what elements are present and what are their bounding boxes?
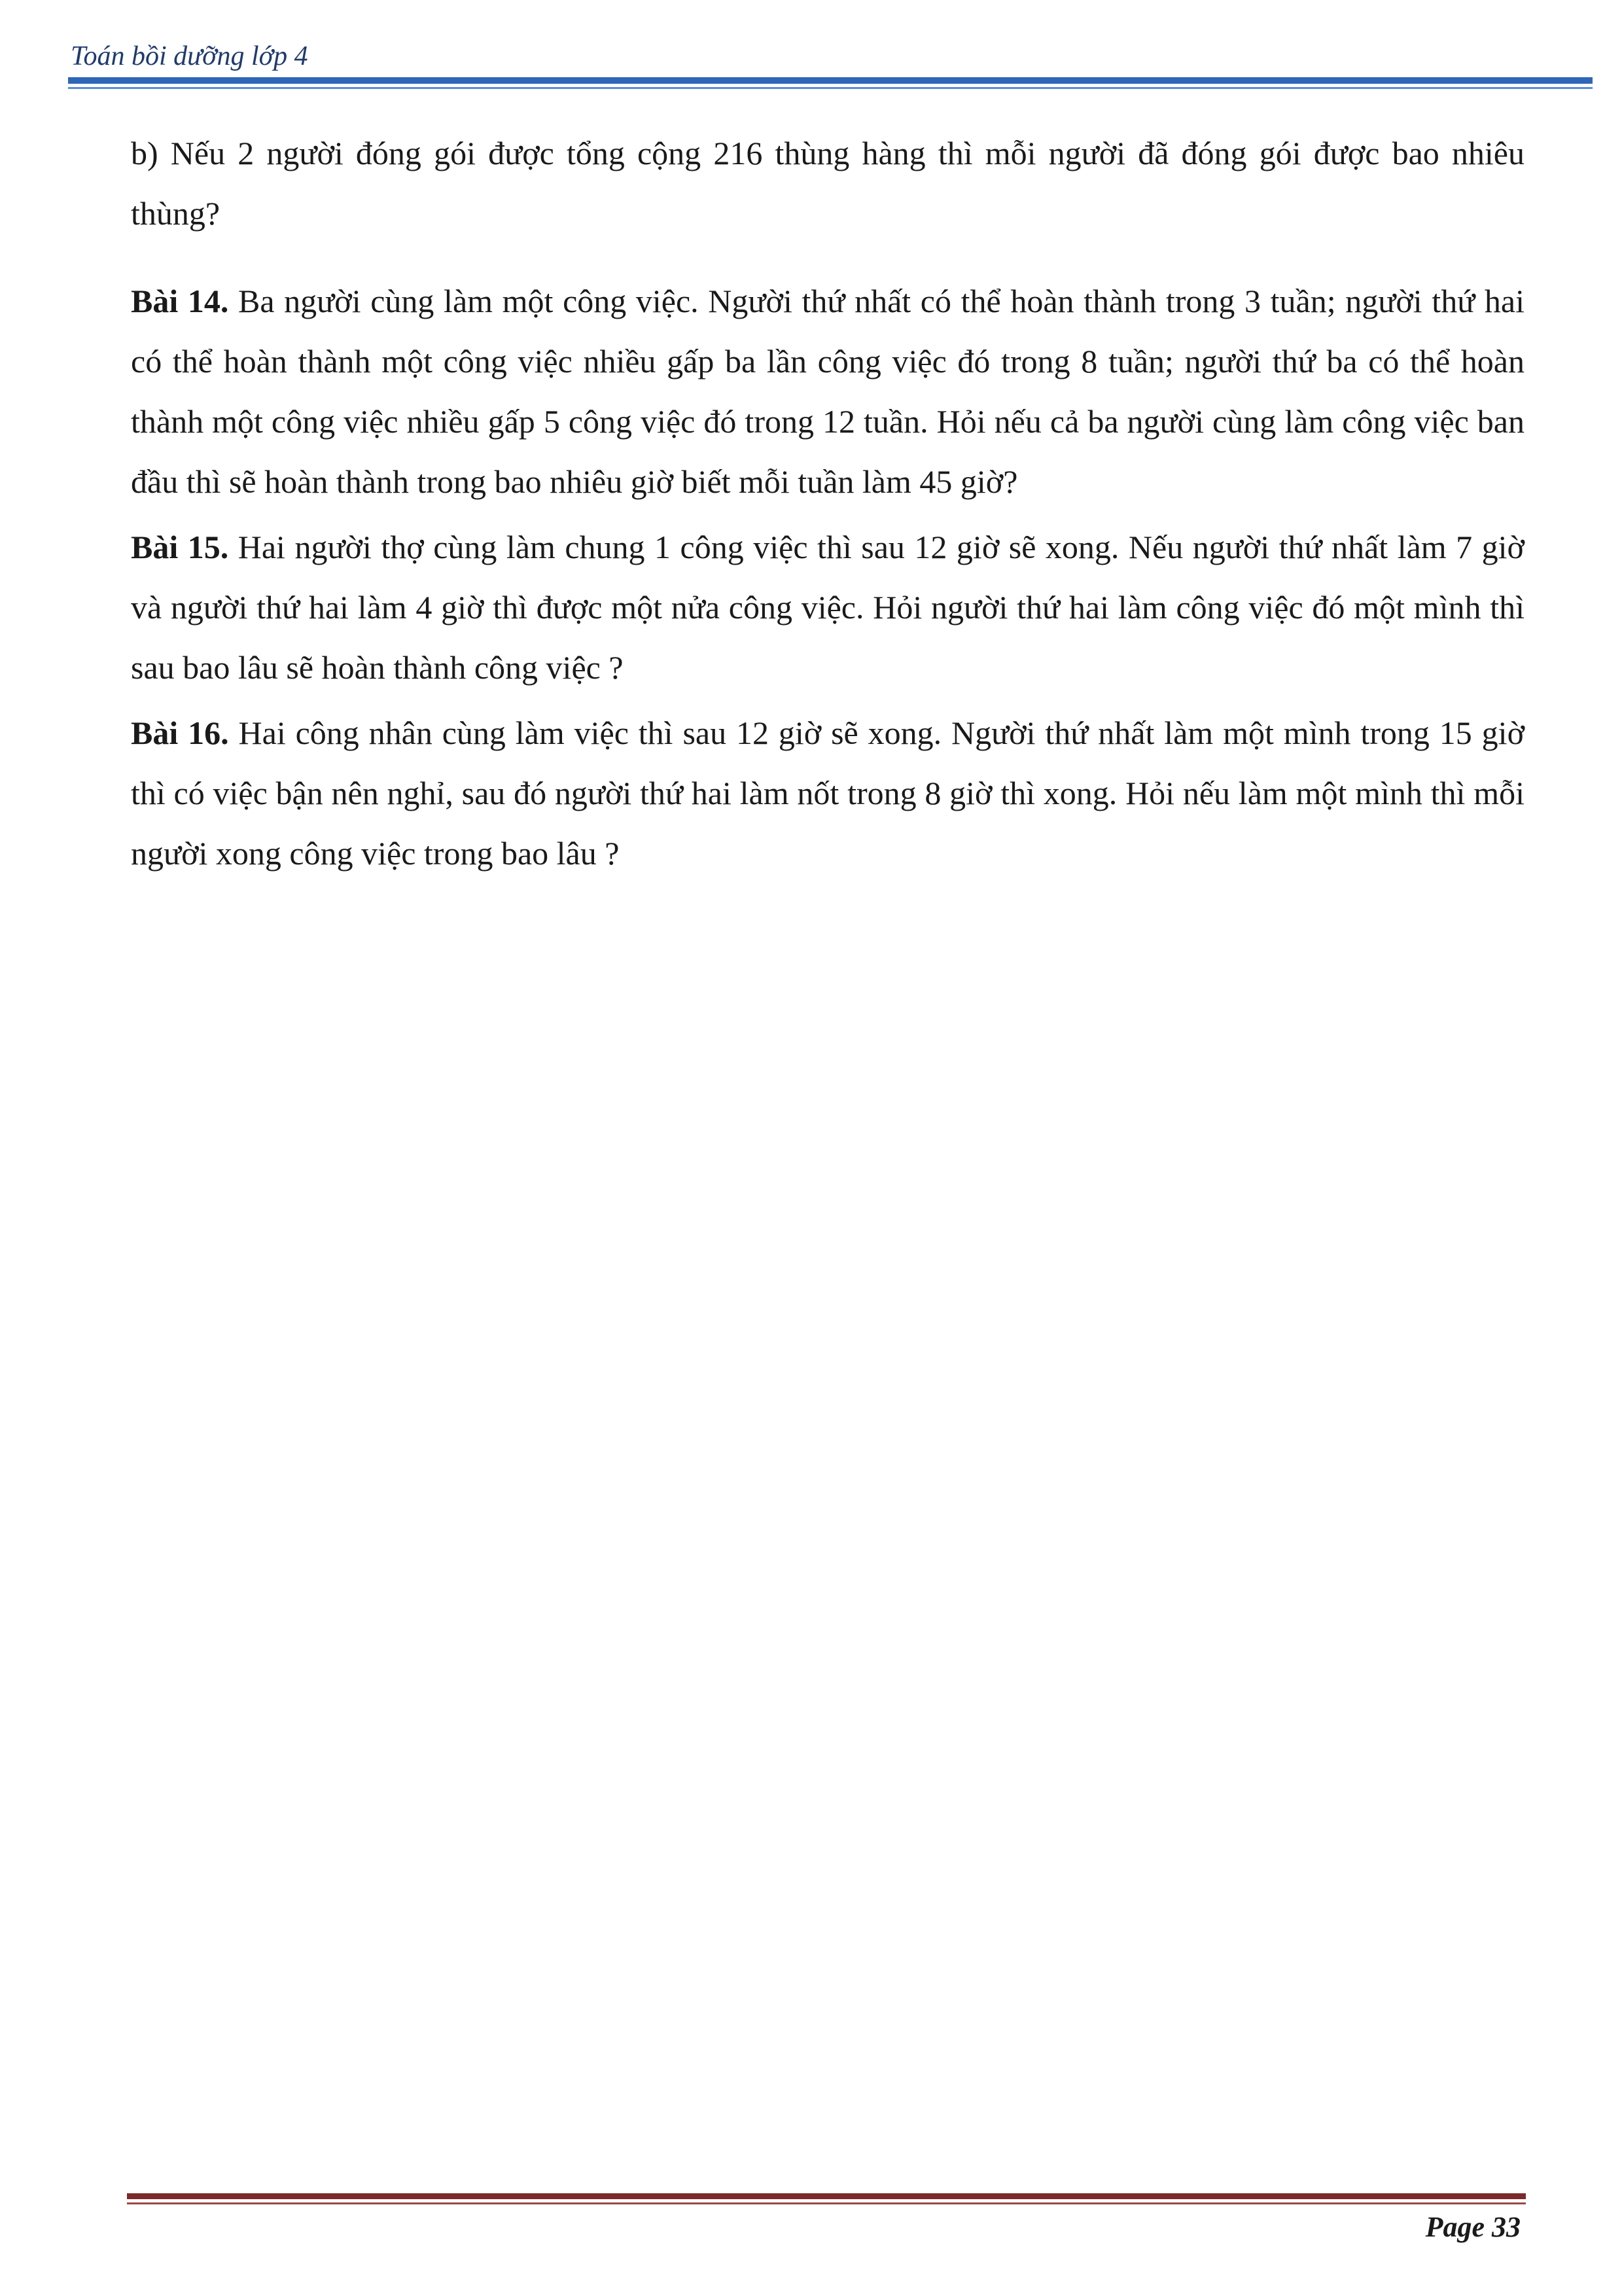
part-b-question: b) Nếu 2 người đóng gói được tổng cộng 216 thùng hàng thì mỗi người đã đóng gói được bao nhiêu thùng? bbox=[131, 135, 1525, 232]
footer-divider bbox=[127, 2193, 1526, 2199]
problem-15-text: Hai người thợ cùng làm chung 1 công việc thì sau 12 giờ sẽ xong. Nếu người thứ nhất làm 7 giờ và người thứ hai làm 4 giờ thì được một nửa công việc. Hỏi người thứ hai làm công việc đó một mình thì sau bao lâu sẽ hoàn thành công việc ? bbox=[131, 529, 1525, 686]
problem-14-text: Ba người cùng làm một công việc. Người thứ nhất có thể hoàn thành trong 3 tuần; người thứ hai có thể hoàn thành một công việc nhiều gấp ba lần công việc đó trong 8 tuần; người thứ ba có thể hoàn thành một công việc nhiều gấp 5 công việc đó trong 12 tuần. Hỏi nếu cả ba người cùng làm công việc ban đầu thì sẽ hoàn thành trong bao nhiêu giờ biết mỗi tuần làm 45 giờ? bbox=[131, 283, 1525, 500]
header-divider bbox=[68, 77, 1593, 84]
document-body bbox=[131, 123, 1525, 889]
problem-14-label: Bài 14. bbox=[131, 283, 229, 319]
problem-16-text: Hai công nhân cùng làm việc thì sau 12 giờ sẽ xong. Người thứ nhất làm một mình trong 15 giờ thì có việc bận nên nghỉ, sau đó người thứ hai làm nốt trong 8 giờ thì xong. Hỏi nếu làm một mình thì mỗi người xong công việc trong bao lâu ? bbox=[131, 715, 1525, 872]
problem-15 bbox=[131, 517, 1525, 698]
header-title: Toán bồi dưỡng lớp 4 bbox=[71, 41, 308, 71]
problem-14 bbox=[131, 271, 1525, 512]
problem-16-label: Bài 16. bbox=[131, 715, 229, 751]
header-divider-thin bbox=[68, 87, 1593, 89]
page-number: Page 33 bbox=[1425, 2211, 1521, 2243]
footer-divider-thin bbox=[127, 2202, 1526, 2204]
problem-16 bbox=[131, 703, 1525, 883]
problem-15-label: Bài 15. bbox=[131, 529, 229, 565]
